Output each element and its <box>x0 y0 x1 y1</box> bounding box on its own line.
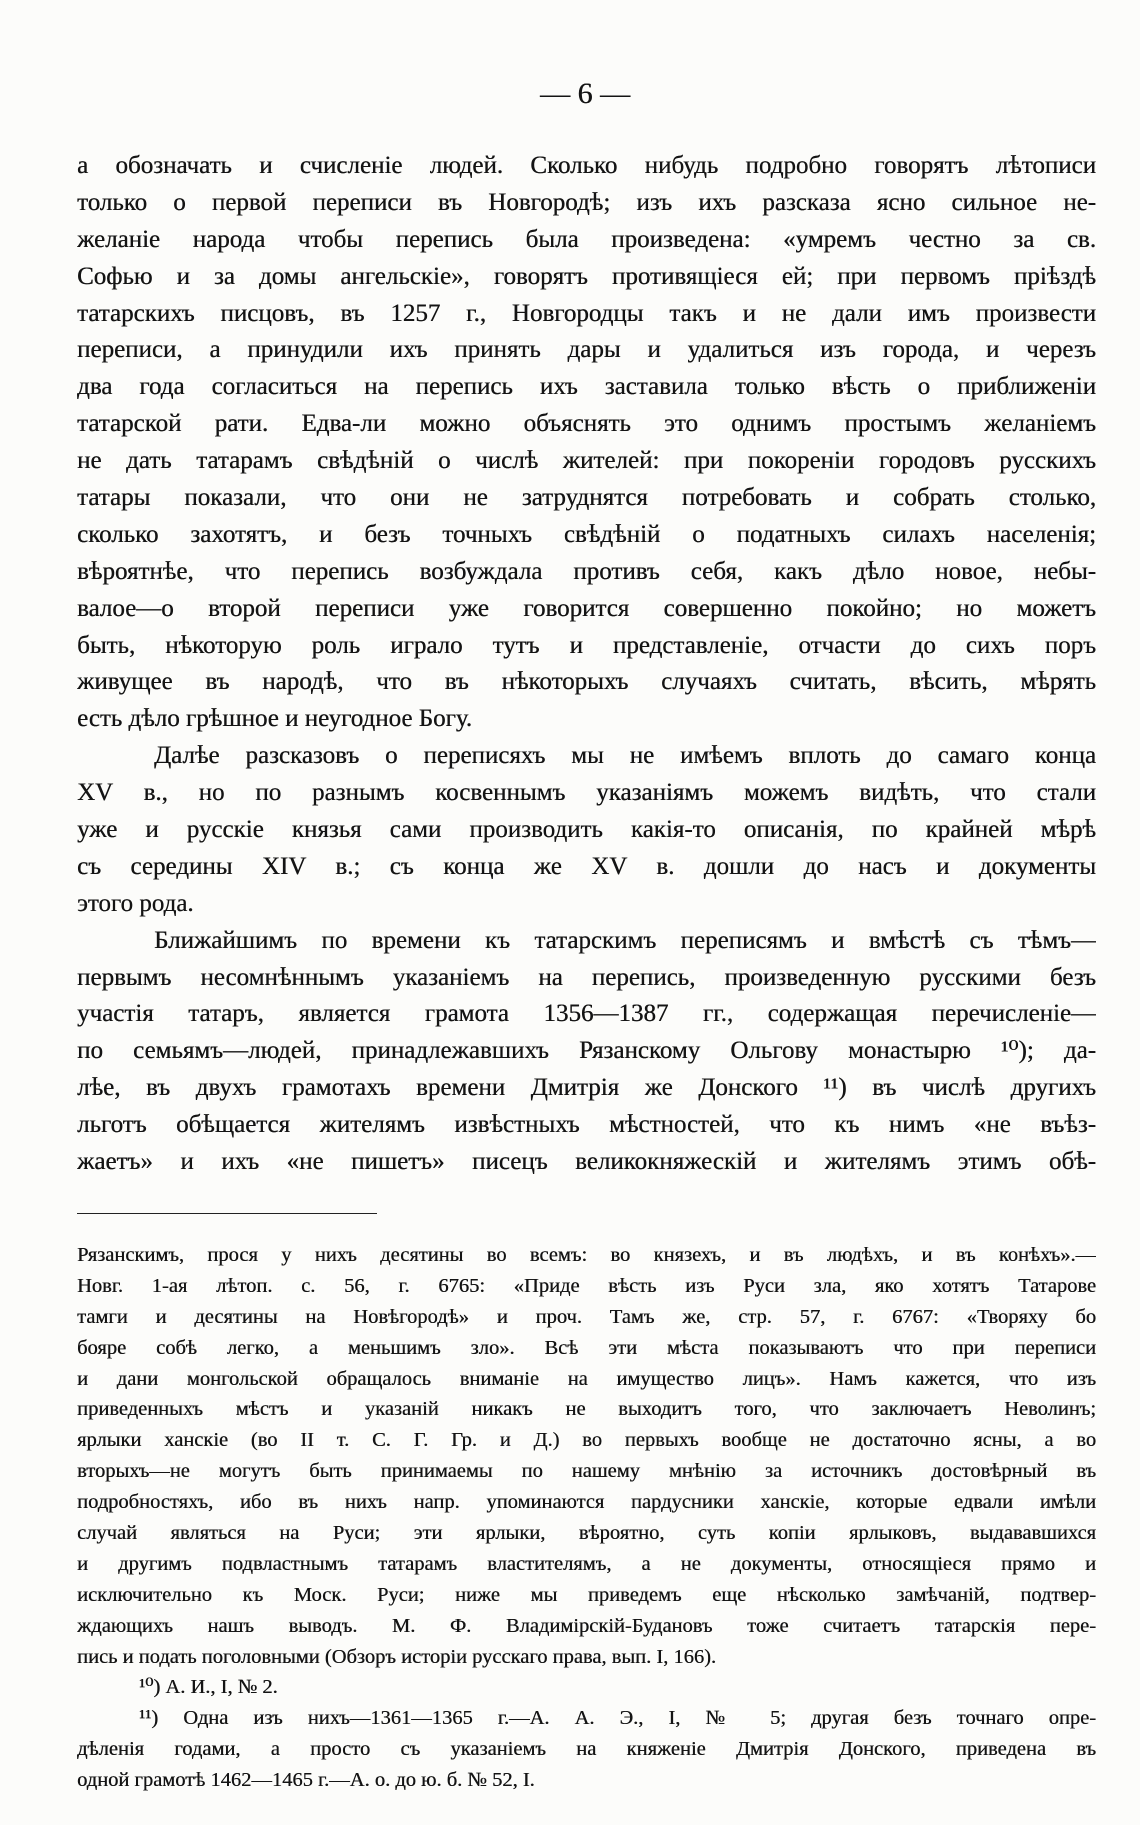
text-line: Далѣе разсказовъ о переписяхъ мы не имѣемъ вплоть до самаго конца <box>154 742 1096 770</box>
text-line: первымъ несомнѣннымъ указаніемъ на перепись, произведенную русскими безъ <box>77 963 1096 991</box>
paragraph-2 <box>77 738 1096 922</box>
footnote-continuation <box>77 1240 1096 1672</box>
footnote-line: исключительно къ Моск. Руси; ниже мы приведемъ еще нѣсколько замѣчаній, подтвер- <box>77 1583 1096 1606</box>
text-line: сколько захотятъ, и безъ точныхъ свѣдѣній о податныхъ силахъ населенія; <box>77 520 1096 548</box>
text-line: а обозначать и счисленіе людей. Сколько нибудь подробно говорятъ лѣтописи <box>77 152 1096 179</box>
footnote-separator-rule <box>77 1213 377 1214</box>
text-line: по семьямъ—людей, принадлежавшихъ Рязанскому Ольгову монастырю ¹⁰); да- <box>77 1037 1096 1065</box>
paragraph-1 <box>77 148 1096 738</box>
footnote-line: ярлыки ханскіе (во II т. С. Г. Гр. и Д.) во первыхъ вообще не достаточно ясны, а во <box>77 1429 1096 1452</box>
text-line: Софью и за домы ангельскіе», говорятъ противящіеся ей; при первомъ пріѣздѣ <box>77 262 1096 290</box>
text-line: живущее въ народѣ, что въ нѣкоторыхъ случаяхъ считать, вѣсить, мѣрять <box>77 668 1096 696</box>
text-line: лѣе, въ двухъ грамотахъ времени Дмитрія же Донского ¹¹) въ числѣ другихъ <box>77 1074 1096 1102</box>
footnote-line: ¹⁰) А. И., I, № 2. <box>139 1676 278 1699</box>
footnote-line: подробностяхъ, ибо въ нихъ напр. упоминаются пардусники ханскіе, которые едвали имѣли <box>77 1491 1096 1514</box>
footnote-line: одной грамотѣ 1462—1465 г.—А. о. до ю. б. № 52, I. <box>77 1769 535 1792</box>
text-line: вѣроятнѣе, что перепись возбуждала противъ себя, какъ дѣло новое, небы- <box>77 557 1096 585</box>
text-line: участія татаръ, является грамота 1356—1387 гг., содержащая перечисленіе— <box>77 1000 1096 1028</box>
footnote-line: Новг. 1-ая лѣтоп. с. 56, г. 6765: «Приде вѣсть изъ Руси зла, яко хотятъ Татарове <box>77 1274 1096 1297</box>
text-line: только о первой переписи въ Новгородѣ; изъ ихъ разсказа ясно сильное не- <box>77 188 1096 216</box>
text-line: есть дѣло грѣшное и неугодное Богу. <box>77 705 473 733</box>
footnote-line: Рязанскимъ, прося у нихъ десятины во всемъ: во князехъ, и въ людѣхъ, и въ конѣхъ».— <box>77 1244 1096 1266</box>
footnote-line: вторыхъ—не могутъ быть принимаемы по нашему мнѣнію за источникъ достовѣрный въ <box>77 1460 1096 1483</box>
page-number: — 6 — <box>540 77 630 110</box>
text-line: не дать татарамъ свѣдѣній о числѣ жителей: при покореніи городовъ русскихъ <box>77 447 1096 475</box>
text-line: быть, нѣкоторую роль играло тутъ и представленіе, отчасти до сихъ поръ <box>77 631 1096 659</box>
text-line: льготъ обѣщается жителямъ извѣстныхъ мѣстностей, что къ нимъ «не въѣз- <box>77 1111 1096 1139</box>
footnote-line: приведенныхъ мѣстъ и указаній никакъ не выходитъ того, что заключаетъ Неволинъ; <box>77 1398 1096 1421</box>
main-text <box>77 148 1096 1181</box>
text-line: два года согласиться на перепись ихъ заставила только вѣсть о приближеніи <box>77 373 1096 401</box>
text-line: желаніе народа чтобы перепись была произведена: «умремъ честно за св. <box>77 225 1096 253</box>
footnote-line: и дани монгольской обращалось вниманіе на имущество лицъ». Намъ кажется, что изъ <box>77 1367 1096 1390</box>
footnote-line: ¹¹) Одна изъ нихъ—1361—1365 г.—А. А. Э., I, № 5; другая безъ точнаго опре- <box>139 1707 1096 1730</box>
text-line: татары показали, что они не затруднятся потребовать и собрать столько, <box>77 484 1096 512</box>
footnote-10 <box>77 1672 1096 1703</box>
footnote-line: случай являться на Руси; эти ярлыки, вѣроятно, суть копіи ярлыковъ, выдававшихся <box>77 1522 1096 1545</box>
text-line: съ середины XIV в.; съ конца же XV в. дошли до насъ и документы <box>77 852 1096 880</box>
text-line: валое—о второй переписи уже говорится совершенно покойно; но можетъ <box>77 594 1096 622</box>
text-line: XV в., но по разнымъ косвеннымъ указаніямъ можемъ видѣть, что стали <box>77 779 1096 807</box>
text-line: татарскихъ писцовъ, въ 1257 г., Новгородцы такъ и не дали имъ произвести <box>77 299 1096 327</box>
text-line: переписи, а принудили ихъ принять дары и удалиться изъ города, и черезъ <box>77 336 1096 364</box>
footnote-line: дѣленія годами, а просто съ указаніемъ на княженіе Дмитрія Донского, приведена въ <box>77 1738 1096 1761</box>
text-line: этого рода. <box>77 889 194 917</box>
footnote-line: тамги и десятины на Новѣгородѣ» и проч. Тамъ же, стр. 57, г. 6767: «Творяху бо <box>77 1305 1096 1328</box>
footnote-line: и другимъ подвластнымъ татарамъ властителямъ, а не документы, относящіеся прямо и <box>77 1552 1096 1575</box>
footnote-line: пись и подать поголовными (Обзоръ исторіи русскаго права, вып. I, 166). <box>77 1645 717 1668</box>
footnote-11 <box>77 1703 1096 1796</box>
footnotes <box>77 1240 1096 1796</box>
text-line: Ближайшимъ по времени къ татарскимъ переписямъ и вмѣстѣ съ тѣмъ— <box>154 926 1096 954</box>
paragraph-3 <box>77 923 1096 1181</box>
text-line: уже и русскіе князья сами производить какія-то описанія, по крайней мѣрѣ <box>77 816 1096 844</box>
text-line: татарской рати. Едва-ли можно объяснять это однимъ простымъ желаніемъ <box>77 410 1096 438</box>
footnote-line: бояре собѣ легко, а меньшимъ зло». Всѣ эти мѣста показываютъ что при переписи <box>77 1336 1096 1359</box>
text-line: жаетъ» и ихъ «не пишетъ» писецъ великокняжескій и жителямъ этимъ обѣ- <box>77 1148 1096 1176</box>
footnote-line: ждающихъ нашъ выводъ. М. Ф. Владимірскій-Будановъ тоже считаетъ татарскія пере- <box>77 1614 1096 1637</box>
